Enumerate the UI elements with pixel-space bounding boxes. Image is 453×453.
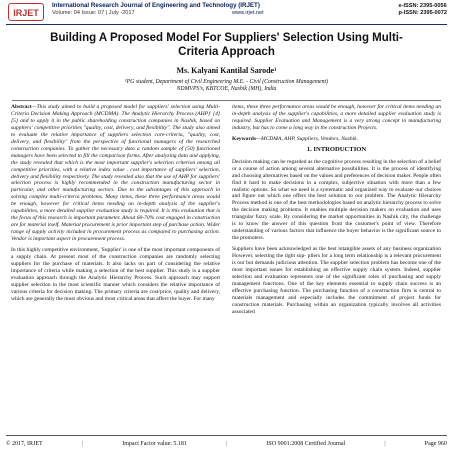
author-name: Ms. Kalyani Kantilal Sarode¹	[176, 66, 277, 75]
abstract-label: Abstract	[11, 104, 32, 110]
copyright: © 2017, IRJET	[6, 441, 43, 447]
footer-separator: |	[226, 441, 228, 447]
journal-header	[6, 2, 447, 23]
keywords-text: —MCDMA, AHP, Suppliers, Vendors, Nashik.	[256, 135, 358, 142]
title-line-2: Criteria Approach	[178, 46, 275, 58]
footer-separator: |	[384, 441, 386, 447]
section-heading-introduction: 1. INTRODUCTION	[306, 145, 367, 153]
body-paragraph: In this highly competitive environment, 'Supplier' is one of the most important components of a supply chain. At present most of the construction companies are randomly selecting suppliers for the purchase of materials. It also lacks on part of considering the relative importance of criteria while making a selection of the best supplier. This study is a supplier evaluation approach through the Analytic Hierarchy Process. Such approach may support supplier selection in the most scientific manner which considers the relative importance of various criteria for decision making. The primary criteria are cost/price, quality and delivery, which are generally the most obvious and most critical areas that affect the buyer. For many	[11, 247, 220, 302]
title-line-1: Building A Proposed Model For Suppliers' Selection Using Multi-	[50, 32, 403, 44]
affiliation-line-2: NDMVPS's, KBTCOE, Nashik (MH), India	[176, 86, 277, 92]
pissn: p-ISSN: 2395-0072	[398, 9, 447, 16]
abstract	[11, 104, 220, 243]
iso-certification: ISO 9001:2008 Certified Journal	[266, 441, 346, 447]
footer-separator: |	[81, 441, 84, 447]
impact-factor: Impact Factor value: 5.181	[122, 441, 187, 447]
page-number: Page 960	[424, 441, 447, 447]
abstract-continued: items, these three performance areas would be enough, however for critical items needing an in-depth analysis of the supplier's capabilities, a more detailed supplier evaluation study is required. Supplier Evaluation and Management is a very strong concept in manufacturing industry, but has to come a long way in the construction Projects.	[232, 104, 441, 131]
abstract-text: —This study aimed to build a proposed model for suppliers' selection using Multi-Criteria Decision Making Approach (MCDMA). The Analytic Hierarchy Process (AHP)' [4] [5] and to apply it in the public shareholding construction companies in Nashik, based on suppliers' competitive priorities "quality, cost, delivery, and flexibility". The study also aimed to evaluate the relative importance of suppliers selection core-criteria, "quality, cost, delivery, and flexibility" from the perspective of functional managers of the researched construction companies. To gather the necessary data a random sample of (50) functioned managers have been selected to fill the comparison forms. After analyzing data and applying, the study revealed that which is the most important supplier's selection criterion among all competitive priorities, with a relative index value . cost importance of suppliers' selection, delivery and flexibility respectively. The study revealed also that the use of AHP for suppliers' selection process is highly recommended in the construction manufacturing sector in particular, and other manufacturing sectors. Due to the advantages of this approach in solving complex multi-criteria problems. Many items, these three performance areas would be enough, however for critical items needing an in-depth analysis of the supplier's capabilities, a more detailed supplier evaluation study is required. It is this evaluation that is the focus of this research is important parameter. About 60-70% cost engaged in construction are for material itself. Material procurement is prior important step of purchase action. Wider range of supply activity included in procurement process as compared to purchasing action. Vendor is important aspect in procurement process.	[11, 104, 220, 243]
eissn: e-ISSN: 2395-0056	[398, 3, 447, 9]
footer-divider	[6, 435, 447, 436]
irjet-logo: IRJET	[8, 3, 44, 21]
header-divider	[6, 24, 447, 25]
keywords-label: Keywords	[232, 135, 257, 142]
author-affiliation	[20, 79, 433, 93]
left-column	[11, 104, 220, 307]
affiliation-divider	[12, 100, 441, 101]
intro-paragraph-1: Decision making can be regarded as the cognitive process resulting in the selection of a belief or a course of action among several alternative possibilities. It is the process of identifying and choosing alternatives based on the values and preferences of decision maker. People often find it hard to make decisions in a complex, subjective situation with more than a few realistic options. So what we need is a systematic and organized way to evaluate our choices and figure out which one offers the best solution to our problem. The Analytic Hierarchy Process method is one of the best methodologies based on analytic hierarchy process to solve the decision making problems. It enables multiple decision makers on evaluation and uses triangular fuzzy scale. By considering the market opportunities in Nashik city, the challenge is to know the answer of this question from the customer's point of view. Therefore understanding of various factors that influence the buyer behavior is the significant source to the promoters.	[232, 158, 441, 242]
affiliation-line-1: ¹PG student, Department of Civil Engineering M.E. - Civil (Construction Management)	[124, 79, 329, 85]
issn-block	[398, 3, 447, 17]
journal-name: International Research Journal of Engineering and Technology (IRJET)	[52, 2, 260, 9]
paper-title	[30, 31, 423, 59]
right-column	[232, 104, 441, 320]
keywords	[232, 136, 441, 143]
journal-website[interactable]: www.irjet.net	[232, 10, 264, 16]
volume-issue: Volume: 04 Issue: 07 | July -2017	[52, 9, 135, 16]
journal-info	[52, 3, 365, 17]
page-footer	[6, 438, 447, 450]
intro-paragraph-2: Suppliers have been acknowledged as the best intangible assets of any business organization However, selecting the right sup- pliers for a long term relationship is a relevant procurement is our but demands judicious attention. The supplier selection problem has become one of the most important issues for establishing an effective supply chain system. Indeed, supplier selection and evaluation represents one of the significant roles of purchasing and supply management functions. One of the key elements essential to supply chain success is an effective purchasing function. The purchasing function of a construction firm is central to materials management and especially includes the commitment of project funds for construction materials. Purchasing within an organization typically involves all activities associated	[232, 246, 441, 315]
